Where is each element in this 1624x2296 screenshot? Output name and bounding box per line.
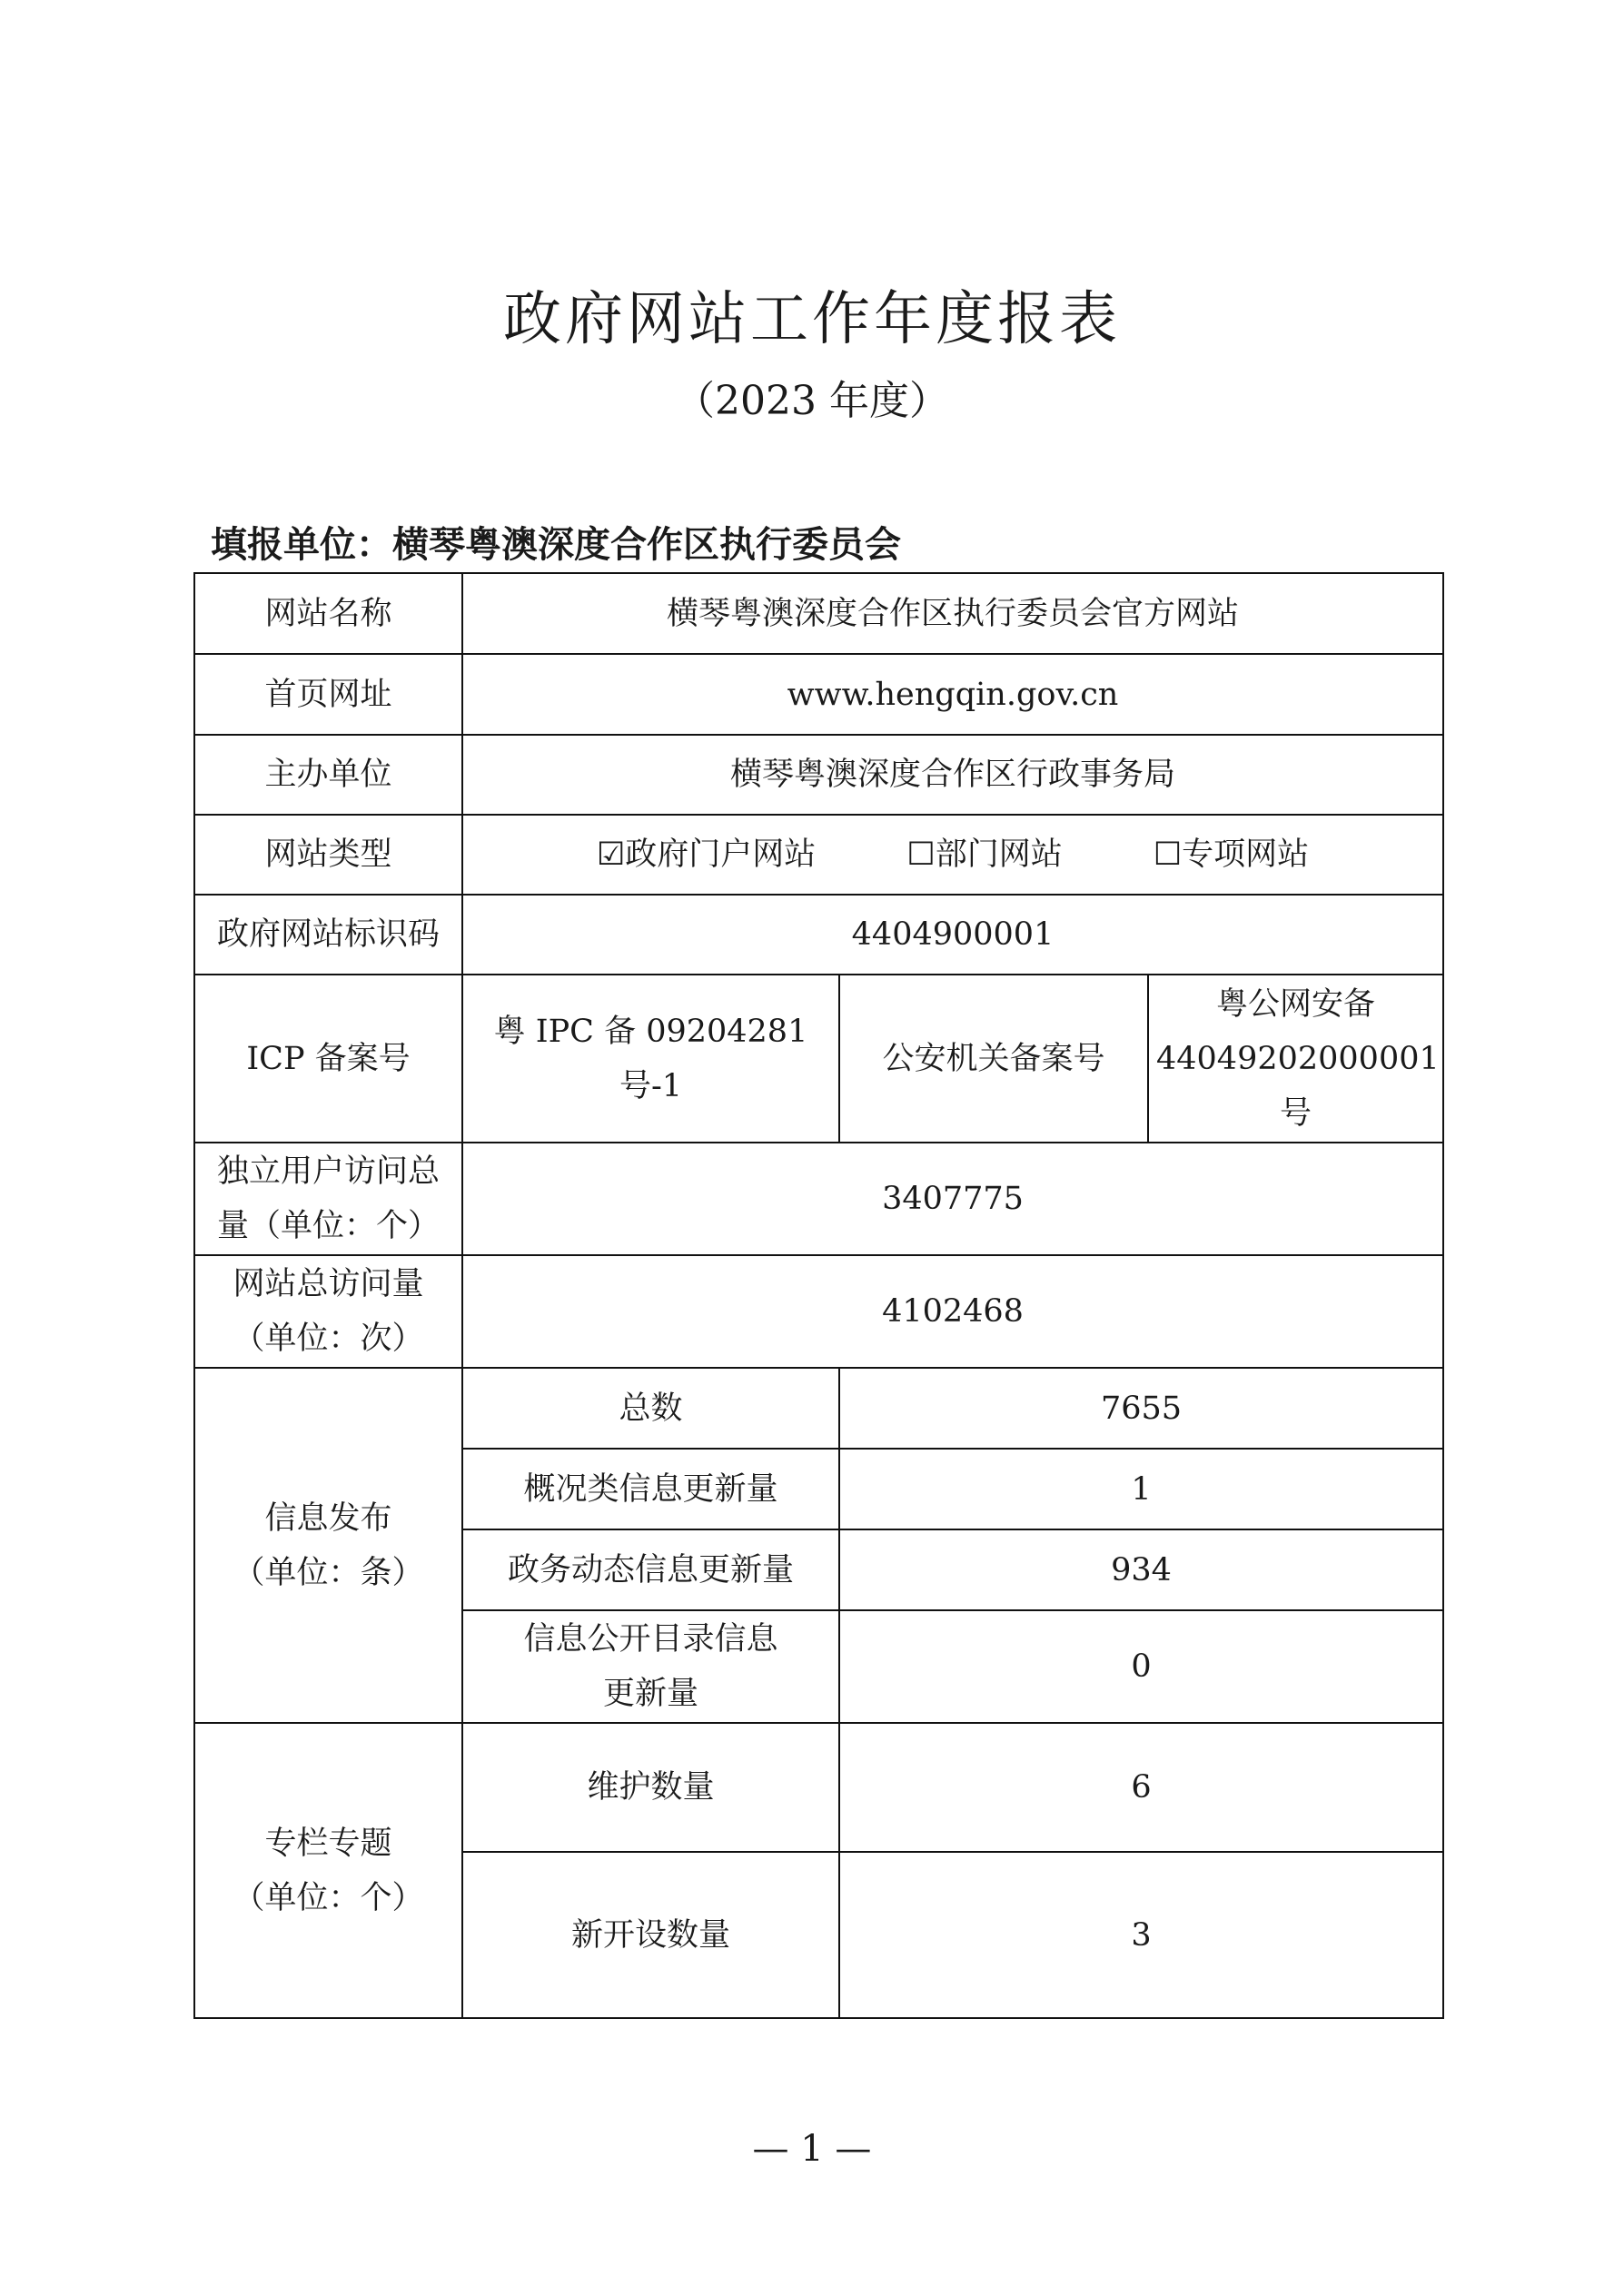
info-item-value: 7655 (839, 1368, 1443, 1449)
report-year: （2023 年度） (675, 378, 949, 424)
total-visits-label: 网站总访问量（单位：次） (194, 1255, 462, 1368)
icp-value: 粤 IPC 备 09204281 号-1 (462, 975, 839, 1143)
total-visits-value: 4102468 (462, 1255, 1443, 1368)
info-item-value: 0 (839, 1610, 1443, 1723)
report-table (193, 572, 1444, 2019)
info-item-name: 政务动态信息更新量 (462, 1529, 839, 1610)
option-label: 政府门户网站 (625, 836, 817, 873)
filling-unit: 填报单位：横琴粤澳深度合作区执行委员会 (211, 524, 901, 566)
icp-label: ICP 备案号 (194, 975, 462, 1143)
info-publish-title: 信息发布 (264, 1499, 392, 1537)
columns-item-name: 新开设数量 (462, 1852, 839, 2018)
columns-label (194, 1723, 462, 2018)
host-label: 主办单位 (194, 735, 462, 815)
site-id-value: 4404900001 (462, 895, 1443, 975)
table-row (194, 1723, 1443, 1852)
site-type-label: 网站类型 (194, 815, 462, 895)
option-label: 部门网站 (935, 836, 1063, 873)
page-title: 政府网站工作年度报表 (503, 286, 1121, 353)
homepage-url: www.hengqin.gov.cn (462, 654, 1443, 735)
info-item-value: 934 (839, 1529, 1443, 1610)
unique-visitors-value: 3407775 (462, 1143, 1443, 1255)
checked-box-icon: ☑ (596, 836, 626, 873)
host-value: 横琴粤澳深度合作区行政事务局 (462, 735, 1443, 815)
option-label: 专项网站 (1182, 836, 1310, 873)
table-row (194, 815, 1443, 895)
info-item-name: 概况类信息更新量 (462, 1449, 839, 1529)
columns-item-value: 3 (839, 1852, 1443, 2018)
columns-title: 专栏专题 (264, 1825, 392, 1862)
police-record-value: 粤公网安备 44049202000001 号 (1148, 975, 1443, 1143)
info-publish-label (194, 1368, 462, 1723)
table-row (194, 735, 1443, 815)
empty-box-icon: ☐ (1153, 836, 1183, 873)
columns-item-value: 6 (839, 1723, 1443, 1852)
columns-unit: （单位：个） (233, 1879, 424, 1916)
info-item-value: 1 (839, 1449, 1443, 1529)
homepage-label: 首页网址 (194, 654, 462, 735)
site-name-label: 网站名称 (194, 573, 462, 654)
table-row (194, 654, 1443, 735)
site-type-option-portal[interactable] (597, 827, 816, 882)
unique-visitors-label: 独立用户访问总量（单位：个） (194, 1143, 462, 1255)
info-item-name: 信息公开目录信息更新量 (462, 1610, 839, 1723)
table-row (194, 1143, 1443, 1255)
table-row (194, 1368, 1443, 1449)
site-name-value: 横琴粤澳深度合作区执行委员会官方网站 (462, 573, 1443, 654)
columns-item-name: 维护数量 (462, 1723, 839, 1852)
page-number: — 1 — (752, 2128, 872, 2170)
table-row (194, 975, 1443, 1143)
site-type-options (462, 815, 1443, 895)
info-item-name: 总数 (462, 1368, 839, 1449)
site-type-option-department[interactable] (906, 827, 1062, 882)
site-id-label: 政府网站标识码 (194, 895, 462, 975)
table-row (194, 573, 1443, 654)
site-type-option-special[interactable] (1154, 827, 1309, 882)
empty-box-icon: ☐ (906, 836, 936, 873)
info-publish-unit: （单位：条） (233, 1554, 424, 1591)
table-row (194, 1255, 1443, 1368)
table-row (194, 895, 1443, 975)
police-record-label: 公安机关备案号 (839, 975, 1148, 1143)
